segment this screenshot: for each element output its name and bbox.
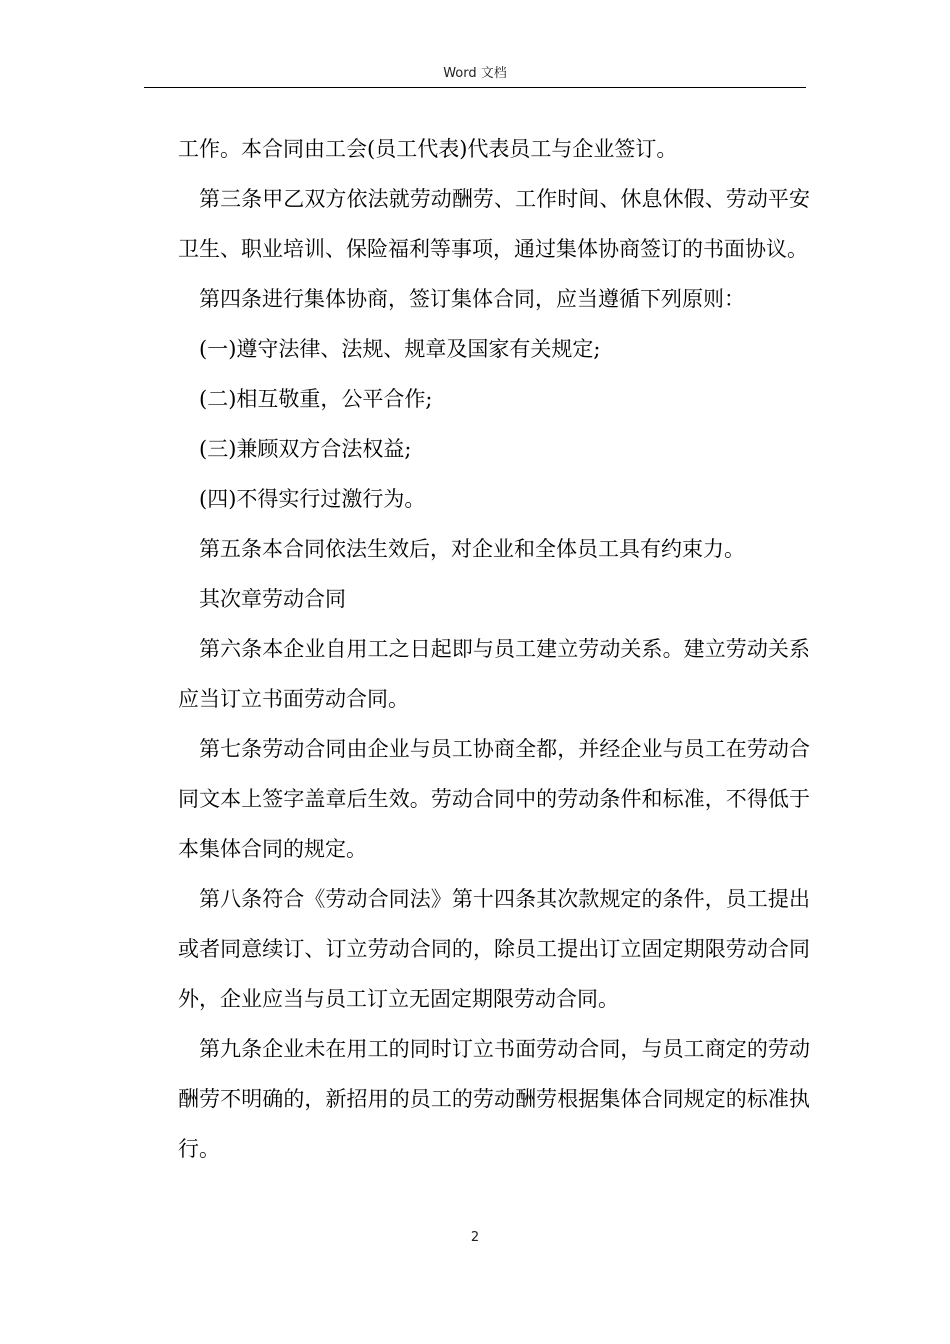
paragraph: 第九条企业未在用工的同时订立书面劳动合同，与员工商定的劳动酬劳不明确的，新招用的员工的劳动酬劳根据集体合同规定的标准执行。 (178, 1037, 810, 1161)
header-divider (144, 87, 806, 88)
paragraph: (三)兼顾双方合法权益; (199, 437, 412, 461)
paragraph: (一)遵守法律、法规、规章及国家有关规定; (199, 337, 601, 361)
chapter-heading: 其次章劳动合同 (199, 587, 346, 611)
paragraph: 第八条符合《劳动合同法》第十四条其次款规定的条件，员工提出或者同意续订、订立劳动合同的，除员工提出订立固定期限劳动合同外，企业应当与员工订立无固定期限劳动合同。 (178, 887, 810, 1011)
document-header-title: Word 文档 (443, 66, 507, 81)
paragraph: 工作。本合同由工会(员工代表)代表员工与企业签订。 (178, 137, 678, 161)
paragraph: 第三条甲乙双方依法就劳动酬劳、工作时间、休息休假、劳动平安卫生、职业培训、保险福利等事项，通过集体协商签订的书面协议。 (178, 187, 810, 261)
paragraph: 第五条本合同依法生效后，对企业和全体员工具有约束力。 (199, 537, 745, 561)
paragraph: (二)相互敬重，公平合作; (199, 387, 433, 411)
paragraph: 第七条劳动合同由企业与员工协商全都，并经企业与员工在劳动合同文本上签字盖章后生效。劳动合同中的劳动条件和标准，不得低于本集体合同的规定。 (178, 737, 810, 861)
paragraph: 第四条进行集体协商，签订集体合同，应当遵循下列原则： (199, 287, 745, 311)
paragraph: (四)不得实行过激行为。 (199, 487, 426, 511)
page-number: 2 (470, 1230, 480, 1245)
document-body (178, 124, 810, 1174)
paragraph: 第六条本企业自用工之日起即与员工建立劳动关系。建立劳动关系应当订立书面劳动合同。 (178, 637, 810, 711)
